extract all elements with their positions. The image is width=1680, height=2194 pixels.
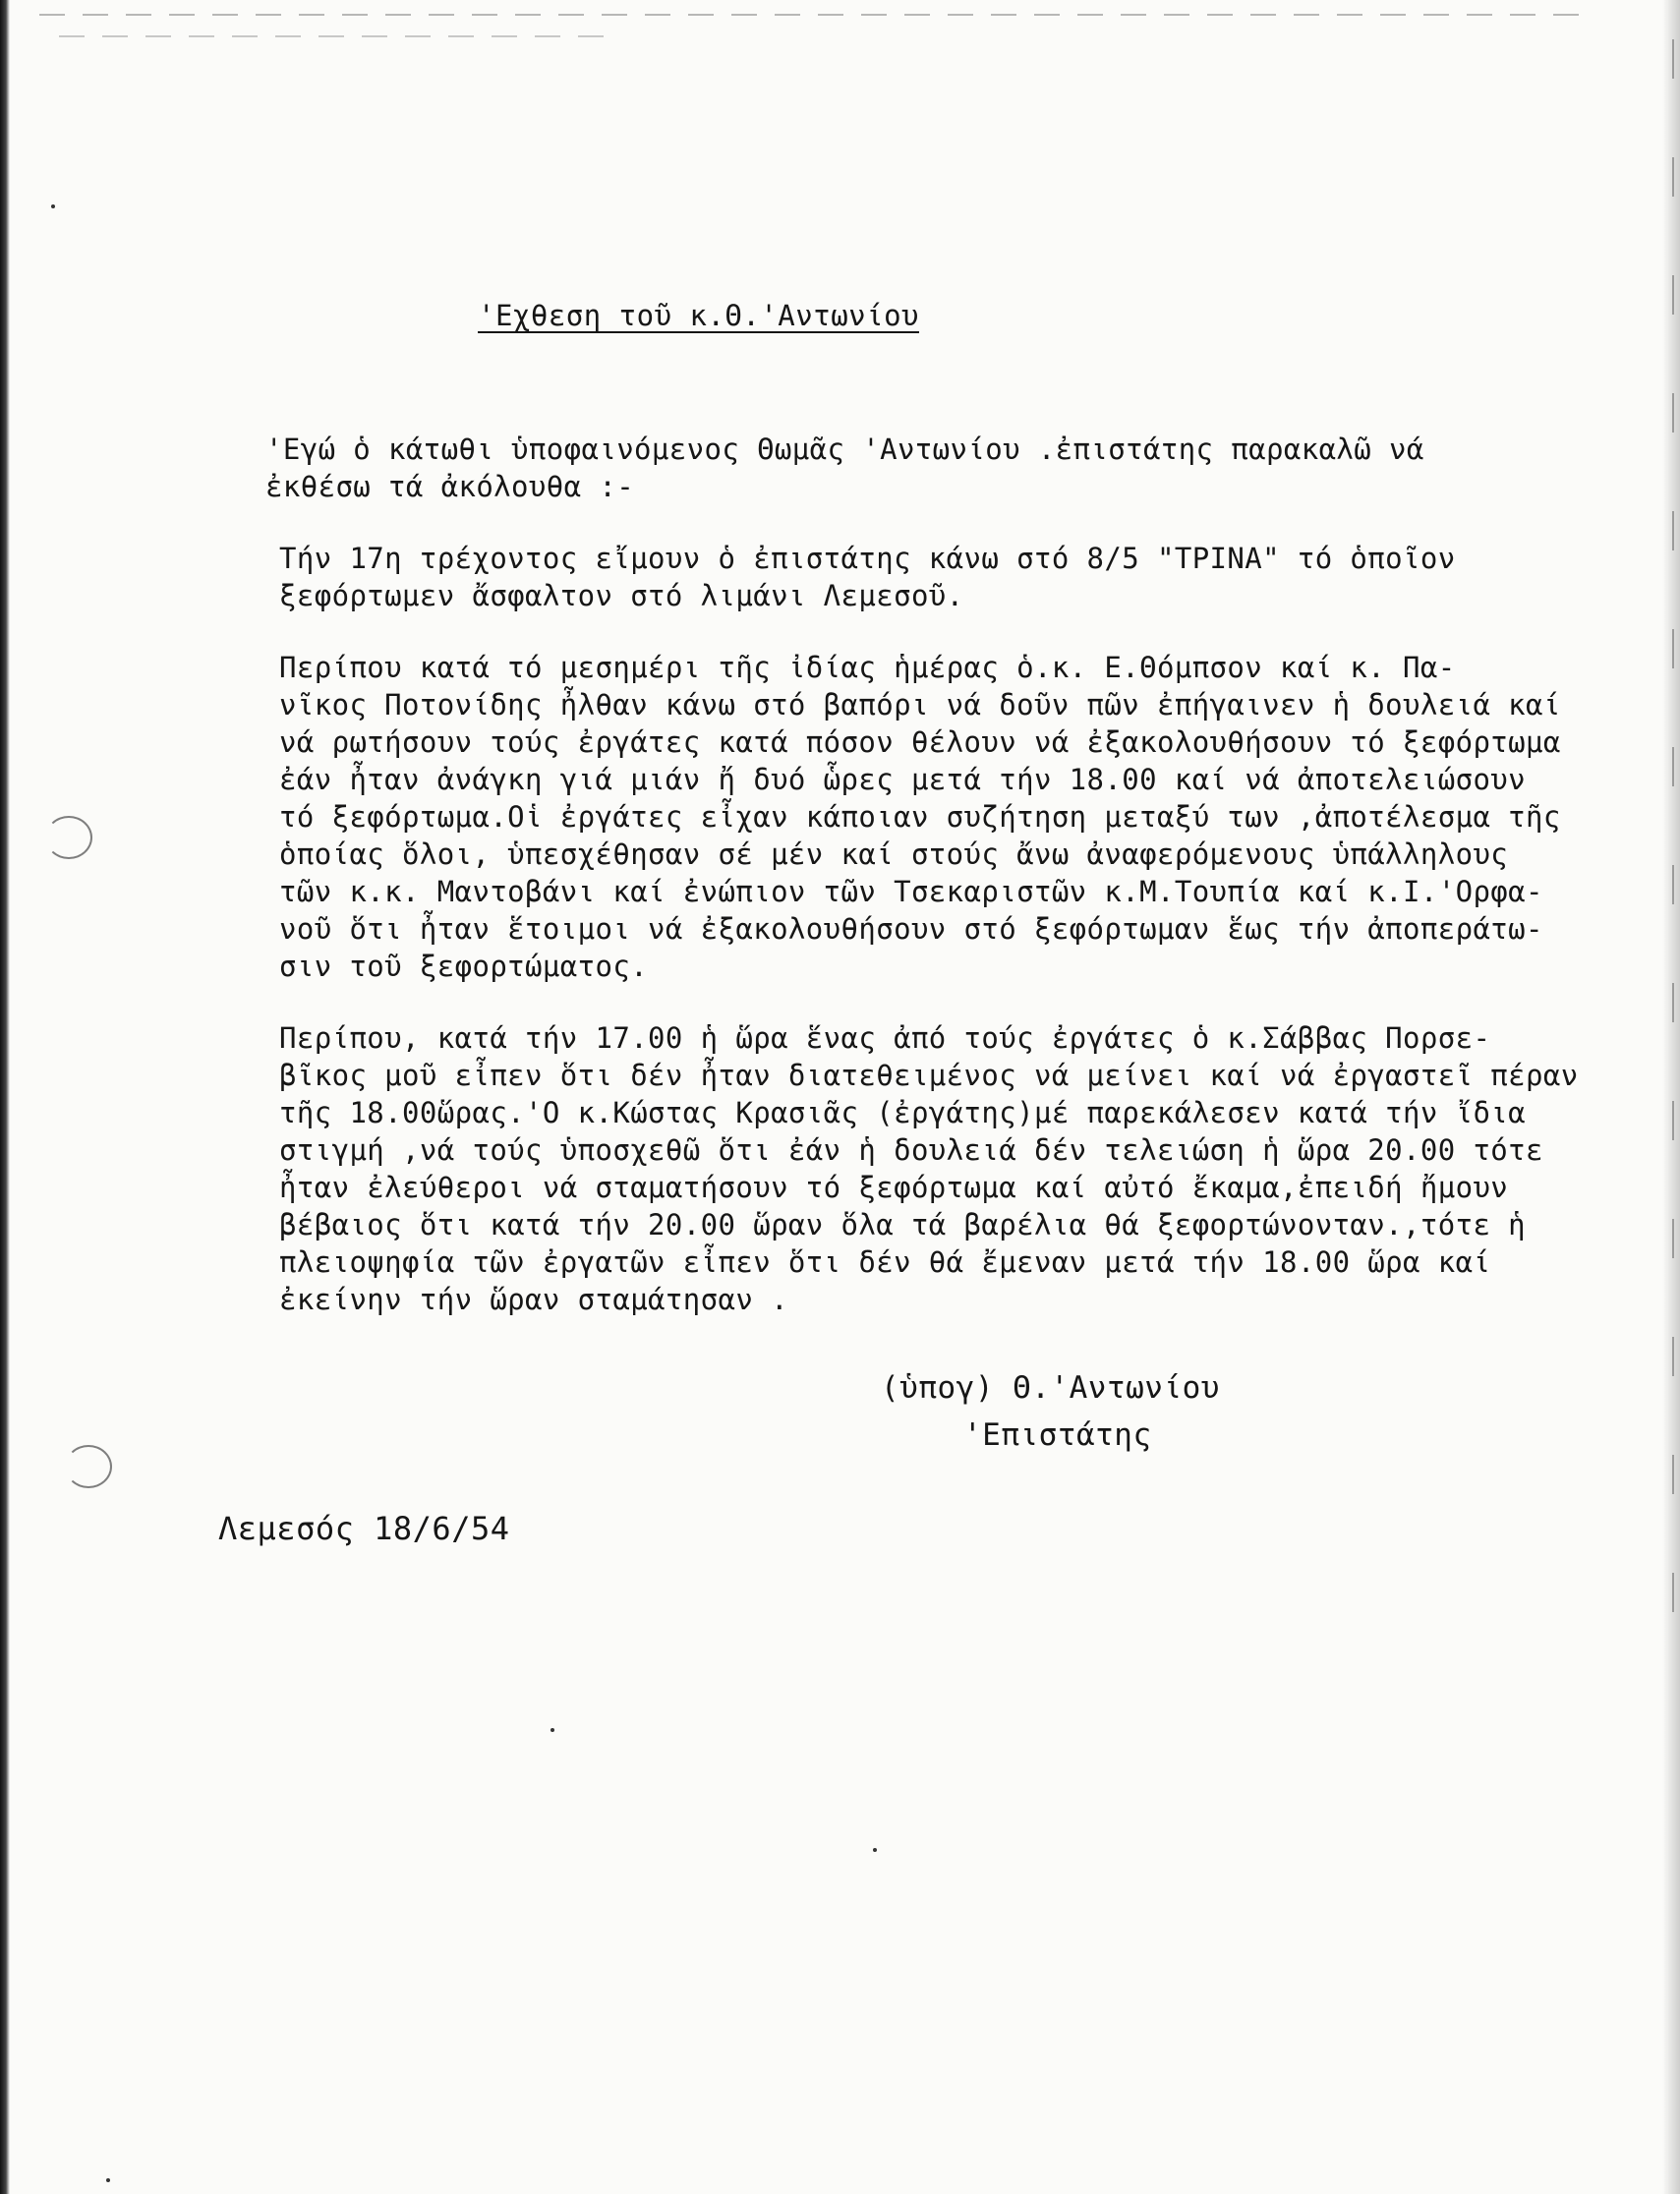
text-line: ἦταν ἐλεύθεροι νά σταματήσουν τό ξεφόρτωμα καί αὐτό ἔκαμα,ἐπειδή ἤμουν	[279, 1171, 1509, 1204]
text-line: νῖκος Ποτονίδης ἦλθαν κάνω στό βαπόρι νά δοῦν πῶν ἐπήγαινεν ἡ δουλειά καί	[279, 688, 1561, 722]
scan-edge-shadow-right	[1662, 0, 1680, 2194]
signature-role: 'Επιστάτης	[963, 1417, 1152, 1453]
text-line: τῆς 18.00ὥρας.'Ο κ.Κώστας Κρασιᾶς (ἐργάτης)μέ παρεκάλεσεν κατά τήν ἴδια	[279, 1096, 1527, 1129]
scan-artifact-dashes	[39, 14, 1593, 16]
text-line: βέβαιος ὅτι κατά τήν 20.00 ὥραν ὅλα τά βαρέλια θά ξεφορτώνονταν.,τότε ἡ	[279, 1208, 1527, 1241]
text-line: ἐκείνην τήν ὥραν σταμάτησαν .	[279, 1283, 788, 1316]
signature-block	[881, 1364, 1220, 1459]
paragraph-noon-visit	[187, 649, 1642, 985]
punch-hole-icon	[45, 816, 92, 859]
scan-artifact-ticks	[1672, 39, 1674, 1612]
scan-edge-shadow	[0, 0, 10, 2194]
text-line: ξεφόρτωμεν ἄσφαλτον στό λιμάνι Λεμεσοῦ.	[279, 579, 964, 612]
text-line: στιγμή ,νά τούς ὑποσχεθῶ ὅτι ἐάν ἡ δουλειά δέν τελειώση ἡ ὥρα 20.00 τότε	[279, 1133, 1543, 1167]
text-line: τό ξεφόρτωμα.Οἱ ἐργάτες εἶχαν κάποιαν συζήτηση μεταξύ των ,ἀποτέλεσμα τῆς	[279, 800, 1561, 834]
text-line: βῖκος μοῦ εἶπεν ὅτι δέν ἦταν διατεθειμένος νά μείνει καί νά ἐργαστεῖ πέραν	[279, 1059, 1579, 1092]
document-body	[187, 431, 1642, 1318]
text-line: 'Εγώ ὁ κάτωθι ὑποφαινόμενος Θωμᾶς 'Αντωνίου .ἐπιστάτης παρακαλῶ νά	[265, 433, 1424, 466]
signature-name: (ὑπογ) Θ.'Αντωνίου	[881, 1370, 1220, 1406]
scan-speck	[873, 1848, 877, 1852]
text-line: Τήν 17η τρέχοντος εἴμουν ὁ ἐπιστάτης κάνω στό 8/5 "ΤΡΙΝΑ" τό ὁποῖον	[279, 542, 1456, 575]
document-title: 'Εχθεση τοῦ κ.Θ.'Αντωνίου	[478, 299, 919, 332]
text-line: ὁποίας ὅλοι, ὑπεσχέθησαν σέ μέν καί στούς ἄνω ἀναφερόμενους ὑπάλληλους	[279, 837, 1509, 871]
text-line: Περίπου, κατά τήν 17.00 ἡ ὥρα ἕνας ἀπό τούς ἐργάτες ὁ κ.Σάββας Πορσε-	[279, 1021, 1491, 1055]
scan-speck	[550, 1728, 554, 1732]
scan-speck	[51, 204, 55, 208]
paragraph-ship	[187, 540, 1642, 614]
text-line: ἐκθέσω τά ἀκόλουθα :-	[265, 470, 635, 503]
punch-hole-icon	[65, 1445, 112, 1488]
text-line: τῶν κ.κ. Μαντοβάνι καί ἐνώπιον τῶν Τσεκαριστῶν κ.Μ.Τουπία καί κ.Ι.'Ορφα-	[279, 875, 1543, 908]
scan-artifact-dashes	[59, 35, 609, 37]
paragraph-afternoon	[187, 1019, 1642, 1318]
paragraph-intro	[187, 431, 1642, 505]
text-line: νοῦ ὅτι ἦταν ἕτοιμοι νά ἐξακολουθήσουν στό ξεφόρτωμαν ἕως τήν ἀποπεράτω-	[279, 912, 1543, 946]
text-line: νά ρωτήσουν τούς ἐργάτες κατά πόσον θέλουν νά ἐξακολουθήσουν τό ξεφόρτωμα	[279, 725, 1561, 759]
text-line: Περίπου κατά τό μεσημέρι τῆς ἰδίας ἡμέρας ὁ.κ. Ε.Θόμπσον καί κ. Πα-	[279, 651, 1456, 684]
scan-speck	[106, 2178, 110, 2182]
place-date: Λεμεσός 18/6/54	[218, 1510, 510, 1547]
text-line: σιν τοῦ ξεφορτώματος.	[279, 950, 649, 983]
text-line: πλειοψηφία τῶν ἐργατῶν εἶπεν ὅτι δέν θά ἔμεναν μετά τήν 18.00 ὥρα καί	[279, 1245, 1491, 1279]
text-line: ἐάν ἦταν ἀνάγκη γιά μιάν ἤ δυό ὧρες μετά τήν 18.00 καί νά ἀποτελειώσουν	[279, 763, 1527, 796]
